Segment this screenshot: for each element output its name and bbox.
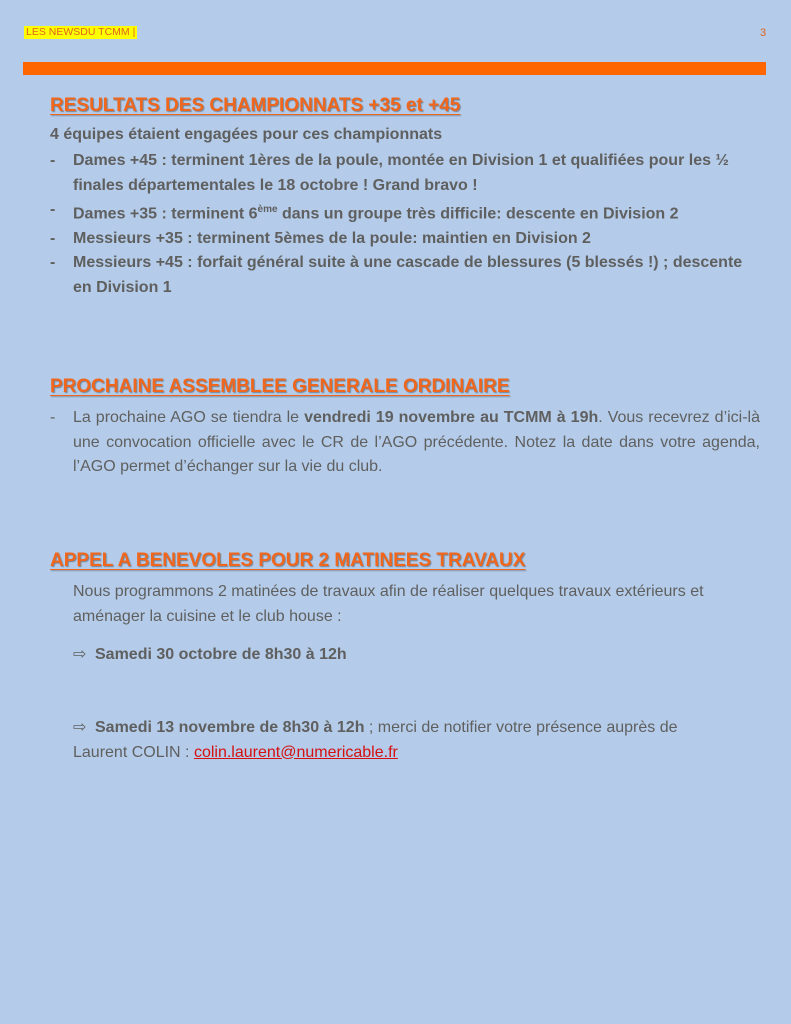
list-item-text: Dames +45 : terminent 1ères de la poule, montée en Division 1 et qualifiées pour les ½ finales départementales le 18 octobre ! Grand bravo ! <box>73 152 729 194</box>
ago-list <box>50 406 760 480</box>
header-divider-bar <box>23 62 766 75</box>
results-list <box>50 149 760 300</box>
email-link[interactable]: colin.laurent@numericable.fr <box>193 743 398 761</box>
list-item <box>50 406 760 480</box>
bullet-dash: - <box>50 409 56 426</box>
arrow-right-icon: ⇨ <box>73 719 87 736</box>
ago-text: . Vous recevrez d’ici-là une convocation officielle avec le CR de l’AGO précédente. Notez la date dans votre agenda, l’AGO permet d’échanger sur la vie du club. <box>73 409 761 475</box>
list-item-text: Messieurs +45 : forfait général suite à une cascade de blessures (5 blessés !) ; descente en Division 1 <box>73 254 743 296</box>
ago-date-bold: vendredi 19 novembre au TCMM à 19h <box>304 409 599 426</box>
list-item <box>50 198 760 227</box>
list-item <box>50 227 760 252</box>
section-title-assemblee: PROCHAINE ASSEMBLEE GENERALE ORDINAIRE <box>50 376 510 397</box>
date-text: Samedi 30 octobre de 8h30 à 12h <box>95 646 347 663</box>
section-title-championnats: RESULTATS DES CHAMPIONNATS +35 et +45 <box>50 95 461 116</box>
date-text: Samedi 13 novembre de 8h30 à 12h <box>95 719 365 736</box>
list-item-text: Messieurs +35 : terminent 5èmes de la poule: maintien en Division 2 <box>73 229 591 247</box>
list-item-text: Dames +35 : terminent 6 <box>73 205 258 223</box>
list-item <box>50 251 760 300</box>
list-item <box>50 149 760 198</box>
bullet-dash: - <box>50 229 56 247</box>
benevoles-intro: Nous programmons 2 matinées de travaux afin de réaliser quelques travaux extérieurs et aménager la cuisine et le club house : <box>73 583 704 625</box>
list-item-text: dans un groupe très difficile: descente en Division 2 <box>277 205 679 223</box>
superscript-text: ème <box>257 204 278 215</box>
bullet-dash: - <box>50 254 56 272</box>
newsletter-header-tag: LES NEWSDU TCMM | <box>26 26 136 38</box>
bullet-dash: - <box>50 201 56 218</box>
section-title-benevoles: APPEL A BENEVOLES POUR 2 MATINEES TRAVAUX <box>50 550 526 571</box>
notify-text: ; merci de notifier votre présence auprès de Laurent COLIN : <box>73 719 678 761</box>
date-item-2 <box>73 716 733 765</box>
date-item-1 <box>73 643 733 668</box>
page-number: 3 <box>760 27 767 39</box>
arrow-right-icon: ⇨ <box>73 646 87 663</box>
ago-text: La prochaine AGO se tiendra le <box>73 409 305 426</box>
bullet-dash: - <box>50 152 56 169</box>
section-lead-text: 4 équipes étaient engagées pour ces championnats <box>50 126 443 143</box>
